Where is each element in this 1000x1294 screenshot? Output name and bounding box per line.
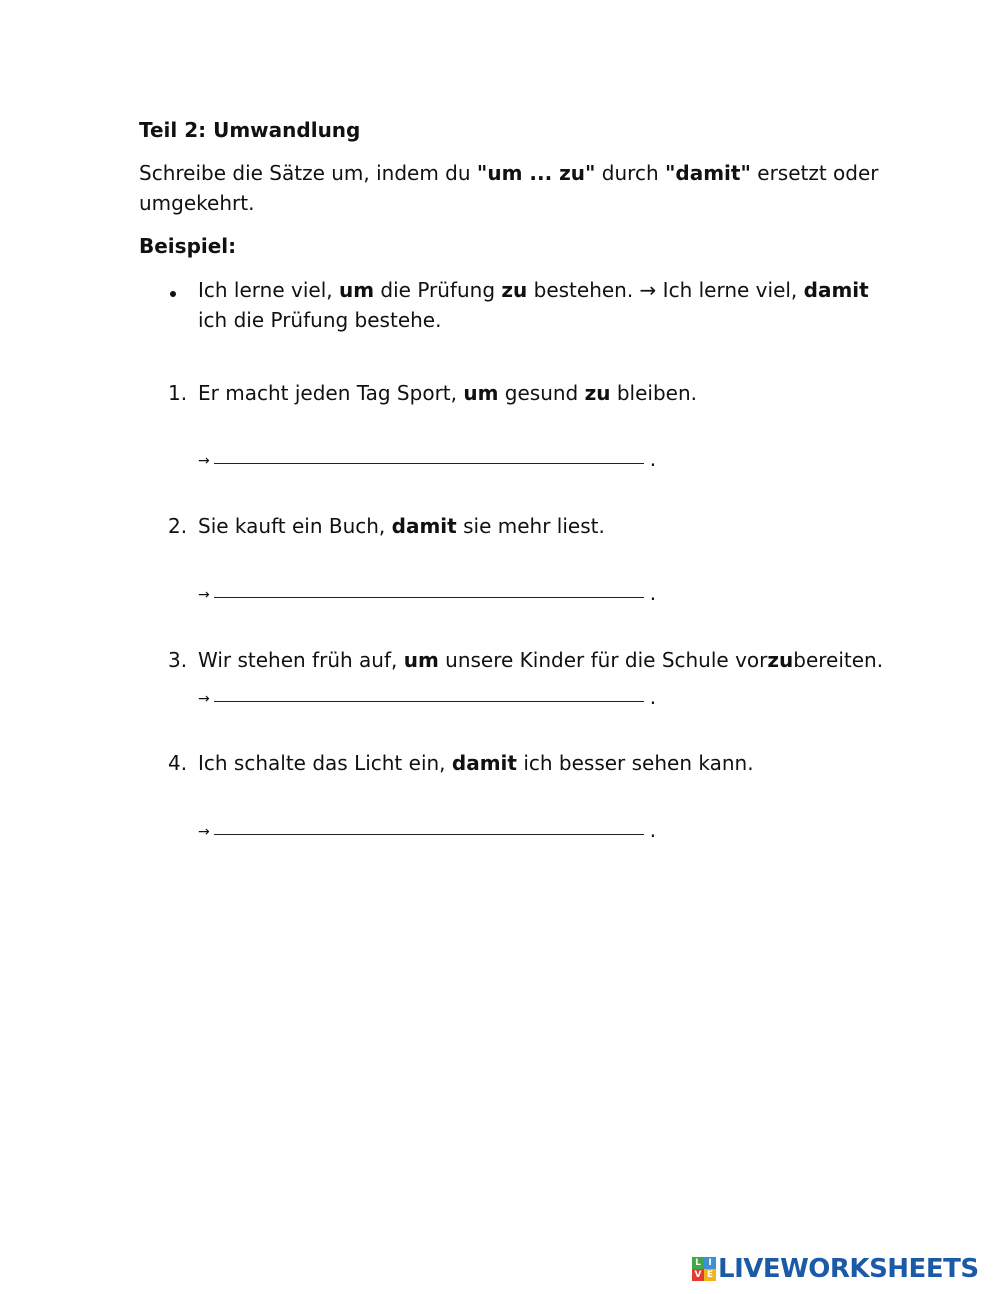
item-number: 1. [168, 381, 188, 405]
answer-blank-2[interactable] [214, 585, 644, 598]
answer-blank-3[interactable] [214, 689, 644, 702]
answer-period: . [649, 581, 657, 605]
example-line-2: ich die Prüfung bestehe. [198, 308, 442, 332]
logo-mark-icon [692, 1257, 716, 1281]
item-number: 4. [168, 751, 188, 775]
arrow-icon: → [198, 453, 210, 469]
answer-row [198, 574, 656, 604]
answer-period: . [649, 447, 657, 471]
item-sentence: Er macht jeden Tag Sport, um gesund zu bleiben. [198, 381, 698, 405]
logo-mark-letter: V [692, 1269, 704, 1281]
logo-mark-letter: L [692, 1257, 704, 1269]
answer-row [198, 678, 656, 708]
arrow-icon: → [198, 587, 210, 603]
arrow-icon: → [198, 691, 210, 707]
example-label: Beispiel: [139, 234, 237, 258]
arrow-icon: → [198, 824, 210, 840]
item-number: 2. [168, 514, 188, 538]
item-sentence: Wir stehen früh auf, um unsere Kinder für die Schule vorzubereiten. [198, 648, 884, 672]
liveworksheets-logo[interactable] [692, 1255, 979, 1283]
item-sentence: Ich schalte das Licht ein, damit ich besser sehen kann. [198, 751, 754, 775]
section-heading: Teil 2: Umwandlung [139, 118, 361, 142]
instruction-line-2: umgekehrt. [139, 191, 255, 215]
item-number: 3. [168, 648, 188, 672]
logo-text: LIVEWORKSHEETS [718, 1254, 979, 1284]
answer-row [198, 811, 656, 841]
answer-blank-4[interactable] [214, 822, 644, 835]
answer-period: . [649, 818, 657, 842]
logo-mark-letter: I [704, 1257, 716, 1269]
answer-period: . [649, 685, 657, 709]
logo-mark-letter: E [704, 1269, 716, 1281]
item-sentence: Sie kauft ein Buch, damit sie mehr liest. [198, 514, 605, 538]
example-line-1: Ich lerne viel, um die Prüfung zu bestehen. → Ich lerne viel, damit [198, 278, 869, 302]
answer-row [198, 440, 656, 470]
bullet-icon [170, 291, 176, 297]
instruction-line-1: Schreibe die Sätze um, indem du "um ... zu" durch "damit" ersetzt oder [139, 161, 879, 185]
answer-blank-1[interactable] [214, 451, 644, 464]
